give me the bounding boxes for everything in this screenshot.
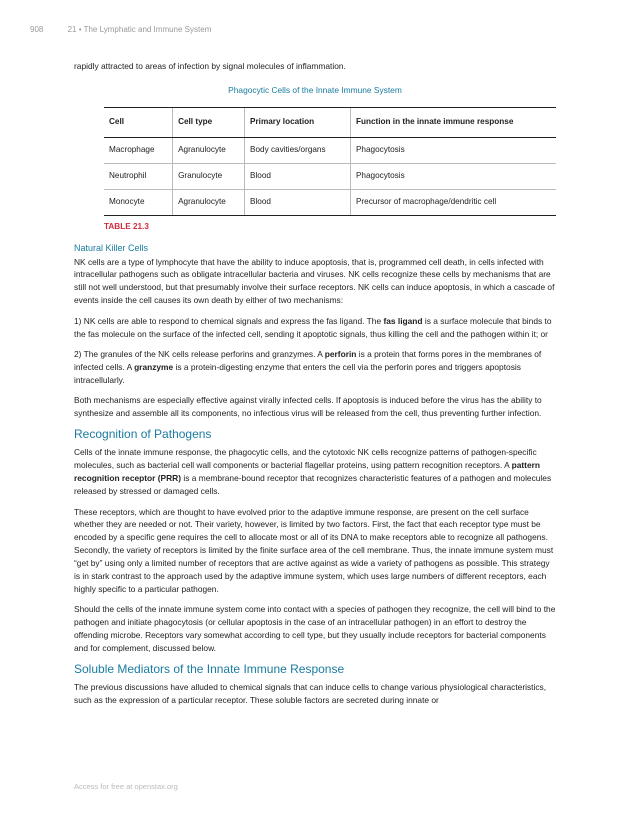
page-number: 908 xyxy=(30,25,44,34)
page-content xyxy=(74,60,556,715)
table-cell: Phagocytosis xyxy=(350,137,556,163)
chapter-title: 21 • The Lymphatic and Immune System xyxy=(67,25,212,34)
text-run: is a membrane-bound receptor that recognizes characteristic features of a pathogen and molecules released by stressed or damaged cells. xyxy=(74,473,552,497)
key-term-prr: pattern recognition receptor (PRR) xyxy=(74,460,540,484)
recognition-paragraph-2: These receptors, which are thought to have evolved prior to the adaptive immune response, are present on the cell surface whether they are needed or not. Their variety, however, is limited by two factors. First, the fact that each receptor type must be encoded by a specific gene requires the cell to allocate most or all of its DNA to make receptors able to recognize all pathogens. Secondly, the variety of receptors is limited by the finite surface area of the cell membrane. Thus, the innate immune system must “get by” using only a limited number of receptors that are active against as wide a variety of pathogens as possible. This strategy is in stark contrast to the approach used by the adaptive immune system, which uses large numbers of different receptors, each highly specific to a particular pathogen. xyxy=(74,506,554,594)
text-run: is a protein that forms pores in the membranes of infected cells. A xyxy=(74,348,542,372)
key-term-granzyme: granzyme xyxy=(134,361,174,372)
table-cell: Granulocyte xyxy=(173,163,245,189)
key-term-perforin: perforin xyxy=(324,348,357,359)
text-run: Cells of the innate immune response, the phagocytic cells, and the cytotoxic NK cells recognize patterns of pathogen-specific molecules, such as bacterial cell wall components or bacterial flagellar proteins, using pattern recognition receptors. A xyxy=(74,447,537,471)
text-run: 2) The granules of the NK cells release perforins and granzymes. A xyxy=(74,348,325,359)
table-label: TABLE 21.3 xyxy=(104,221,149,231)
phagocytic-cells-table xyxy=(104,107,556,216)
soluble-mediators-heading: Soluble Mediators of the Innate Immune Response xyxy=(74,661,345,676)
table-cell: Agranulocyte xyxy=(173,137,245,163)
nk-cells-heading: Natural Killer Cells xyxy=(74,242,149,253)
soluble-paragraph-1: The previous discussions have alluded to chemical signals that can induce cells to change various physiological characteristics, such as the expression of a particular receptor. These soluble factors are secreted during innate or xyxy=(74,682,547,706)
page-header xyxy=(30,25,211,34)
table-cell: Agranulocyte xyxy=(173,189,245,215)
nk-paragraph-2 xyxy=(74,315,556,341)
text-run: 1) NK cells are able to respond to chemical signals and express the fas ligand. The xyxy=(74,315,384,326)
nk-paragraph-4: Both mechanisms are especially effective against virally infected cells. If apoptosis is induced before the virus has the ability to synthesize and assemble all its components, no infectious virus will be released from the cell, thus preventing further infection. xyxy=(74,395,542,419)
text-run: is a surface molecule that binds to the fas molecule on the surface of the infected cell, sending it apoptotic signals, thus killing the cell and the pathogen within it; or xyxy=(74,315,552,339)
nk-paragraph-3 xyxy=(74,348,556,387)
column-header: Cell type xyxy=(173,107,245,137)
nk-paragraph-1: NK cells are a type of lymphocyte that have the ability to induce apoptosis, that is, programmed cell death, in cells infected with intracellular pathogens such as obligate intracellular bacteria and viruses. NK cells recognize these cells by mechanisms that are still not well understood, but that presumably involve their surface receptors. NK cells can induce apoptosis, in which a cascade of events inside the cell causes its own death by either of two mechanisms: xyxy=(74,256,555,306)
column-header: Primary location xyxy=(245,107,351,137)
recognition-heading: Recognition of Pathogens xyxy=(74,426,212,441)
table-cell: Monocyte xyxy=(104,189,173,215)
table-row xyxy=(104,189,556,215)
recognition-paragraph-3: Should the cells of the innate immune system come into contact with a species of pathogen they recognize, the cell will bind to the pathogen and initiate phagocytosis (or cellular apoptosis in the case of an intracellular pathogen) in an effort to destroy the offending microbe. Receptors vary somewhat according to cell type, but they usually include receptors for bacterial components and for complement, discussed below. xyxy=(74,604,556,654)
table-cell: Blood xyxy=(245,189,351,215)
table-cell: Macrophage xyxy=(104,137,173,163)
recognition-paragraph-1 xyxy=(74,446,556,498)
table-cell: Neutrophil xyxy=(104,163,173,189)
text-run: is a protein-digesting enzyme that enters the cell via the perforin pores and triggers apoptosis intracellularly. xyxy=(74,361,521,385)
intro-line: rapidly attracted to areas of infection by signal molecules of inflammation. xyxy=(74,61,346,71)
table-cell: Phagocytosis xyxy=(350,163,556,189)
column-header: Function in the innate immune response xyxy=(350,107,556,137)
table-cell: Precursor of macrophage/dendritic cell xyxy=(350,189,556,215)
page-footer: Access for free at openstax.org xyxy=(74,782,178,791)
table-row xyxy=(104,137,556,163)
table-cell: Blood xyxy=(245,163,351,189)
table-cell: Body cavities/organs xyxy=(245,137,351,163)
table-row xyxy=(104,163,556,189)
table-title: Phagocytic Cells of the Innate Immune System xyxy=(228,84,402,95)
column-header: Cell xyxy=(104,107,173,137)
key-term-fas-ligand: fas ligand xyxy=(383,315,423,326)
table-header-row xyxy=(104,107,556,137)
